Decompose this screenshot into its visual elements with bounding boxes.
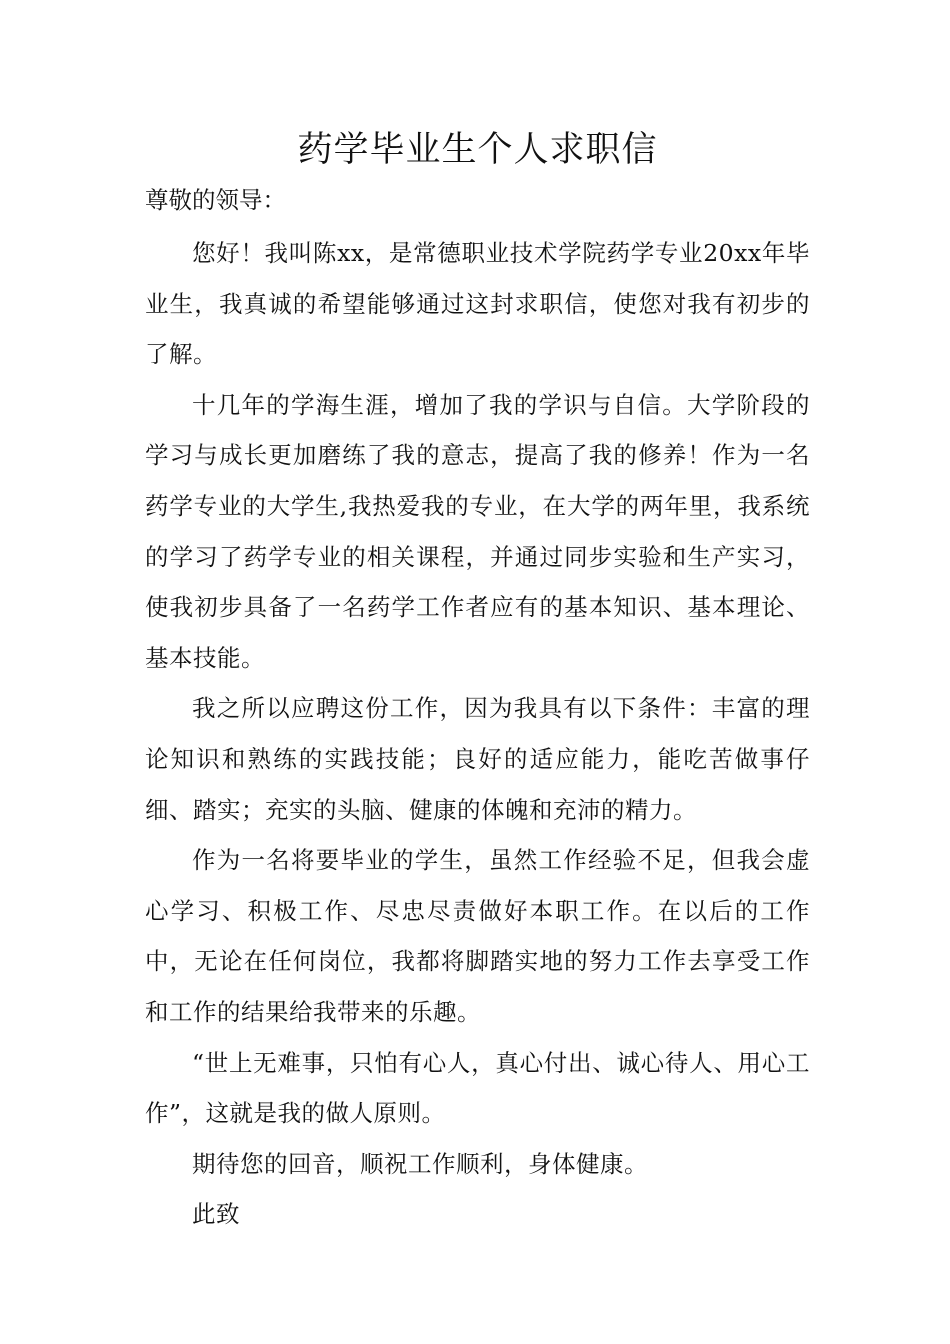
salutation: 尊敬的领导： bbox=[145, 186, 286, 214]
paragraph-commitment: 作为一名将要毕业的学生，虽然工作经验不足，但我会虚心学习、积极工作、尽忠尽责做好本职工作。在以后的工作中，无论在任何岗位，我都将脚踏实地的努力工作去享受工作和工作的结果给我带来的乐趣。 bbox=[145, 846, 810, 1026]
paragraph-qualifications: 我之所以应聘这份工作，因为我具有以下条件：丰富的理论知识和熟练的实践技能；良好的适应能力，能吃苦做事仔细、踏实；充实的头脑、健康的体魄和充沛的精力。 bbox=[145, 694, 810, 824]
paragraph-education: 十几年的学海生涯，增加了我的学识与自信。大学阶段的学习与成长更加磨练了我的意志，提高了我的修养！作为一名药学专业的大学生,我热爱我的专业，在大学的两年里，我系统的学习了药学专业的相关课程，并通过同步实验和生产实习，使我初步具备了一名药学工作者应有的基本知识、基本理论、基本技能。 bbox=[145, 390, 810, 672]
paragraph-introduction: 您好！我叫陈xx，是常德职业技术学院药学专业20xx年毕业生，我真诚的希望能够通过这封求职信，使您对我有初步的了解。 bbox=[145, 239, 810, 369]
closing-line: 此致 bbox=[192, 1200, 240, 1229]
page-title: 药学毕业生个人求职信 bbox=[297, 130, 658, 170]
wishes-line: 期待您的回音，顺祝工作顺利，身体健康。 bbox=[192, 1149, 648, 1178]
letter-body bbox=[145, 122, 810, 1240]
paragraph-principle: “世上无难事，只怕有心人，真心付出、诚心待人、用心工作”，这就是我的做人原则。 bbox=[145, 1048, 810, 1128]
